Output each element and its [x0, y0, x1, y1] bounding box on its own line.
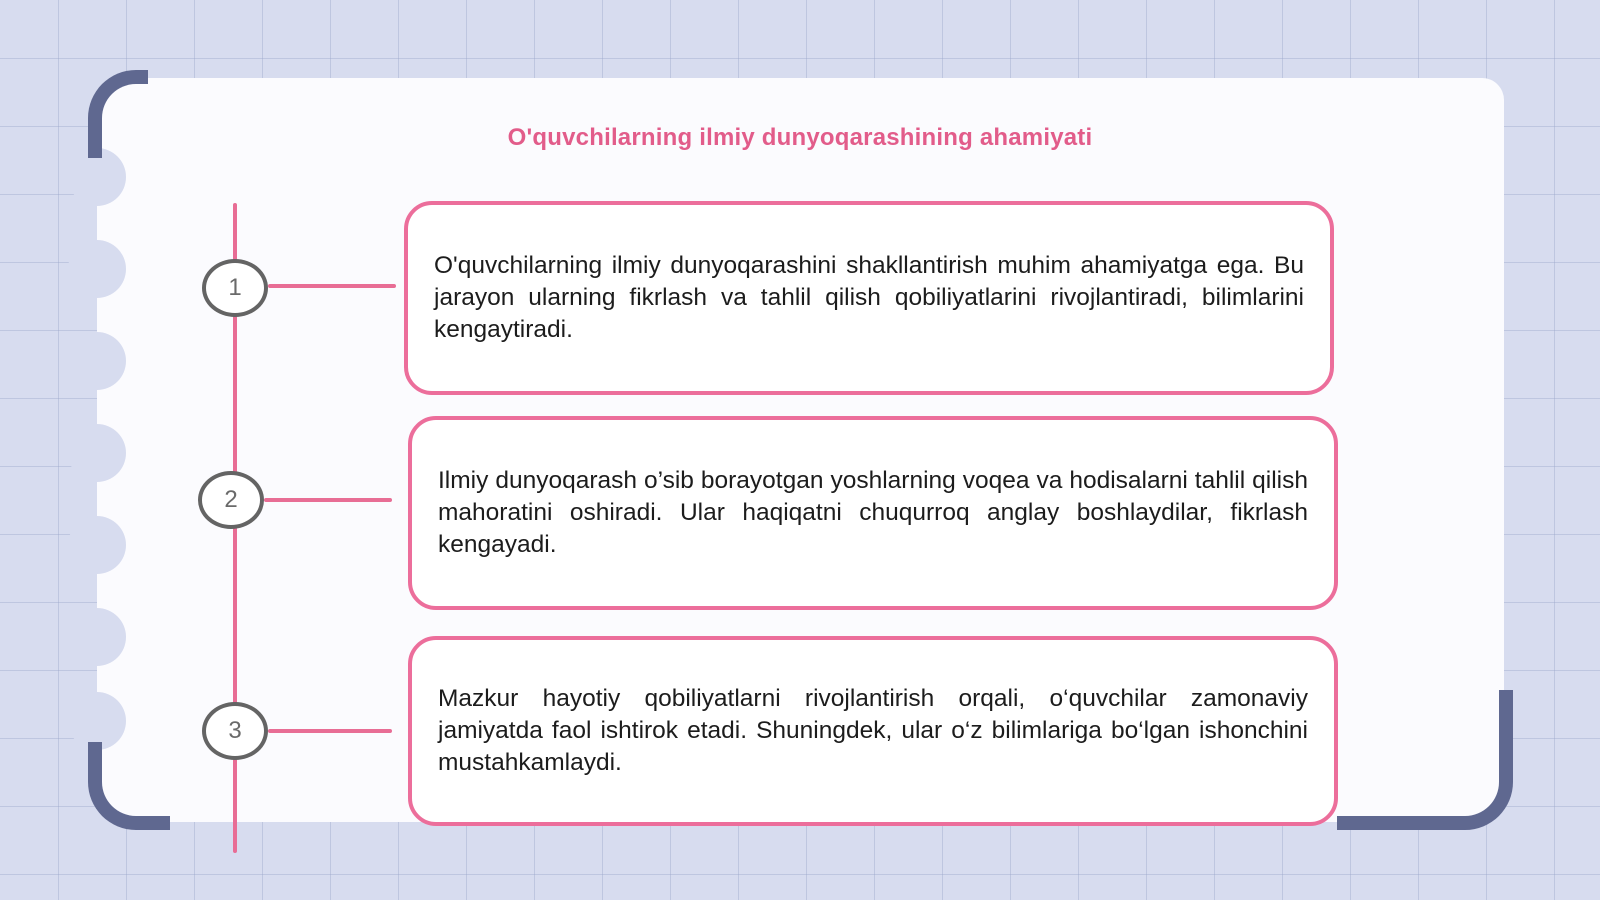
step-number-badge — [202, 259, 268, 317]
info-card-text: O'quvchilarning ilmiy dunyoqarashini shakllantirish muhim ahamiyatga ega. Bu jarayon ularning fikrlash va tahlil qilish qobiliyatlarini rivojlantiradi, bilimlarini kengaytiradi. — [434, 252, 1304, 343]
step-number-badge — [202, 702, 268, 760]
page-edge-notch — [68, 608, 126, 666]
step-number: 1 — [228, 274, 242, 301]
page-edge-notch — [68, 332, 126, 390]
page-edge-notch — [68, 424, 126, 482]
step-number: 3 — [228, 717, 242, 744]
page-edge-notch — [68, 240, 126, 298]
step-number: 2 — [224, 486, 238, 513]
slide-title: O'quvchilarning ilmiy dunyoqarashining ahamiyati — [507, 124, 1093, 151]
timeline-connector-3 — [268, 729, 392, 733]
timeline-connector-2 — [264, 498, 392, 502]
info-card-text: Ilmiy dunyoqarash o’sib borayotgan yoshlarning voqea va hodisalarni tahlil qilish mahoratini oshiradi. Ular haqiqatni chuqurroq anglay boshlaydilar, fikrlash kengayadi. — [438, 467, 1308, 558]
info-card-1 — [404, 201, 1334, 395]
step-number-badge — [198, 471, 264, 529]
page-edge-notch — [68, 516, 126, 574]
frame-corner-bottom-right — [1337, 690, 1513, 830]
info-card-3 — [408, 636, 1338, 826]
info-card-text: Mazkur hayotiy qobiliyatlarni rivojlantirish orqali, o‘quvchilar zamonaviy jamiyatda faol ishtirok etadi. Shuningdek, ular o‘z bilimlariga bo‘lgan ishonchini mustahkamlaydi. — [438, 685, 1308, 776]
timeline-connector-1 — [268, 284, 396, 288]
frame-corner-bottom-left — [88, 742, 170, 830]
info-card-2 — [408, 416, 1338, 610]
